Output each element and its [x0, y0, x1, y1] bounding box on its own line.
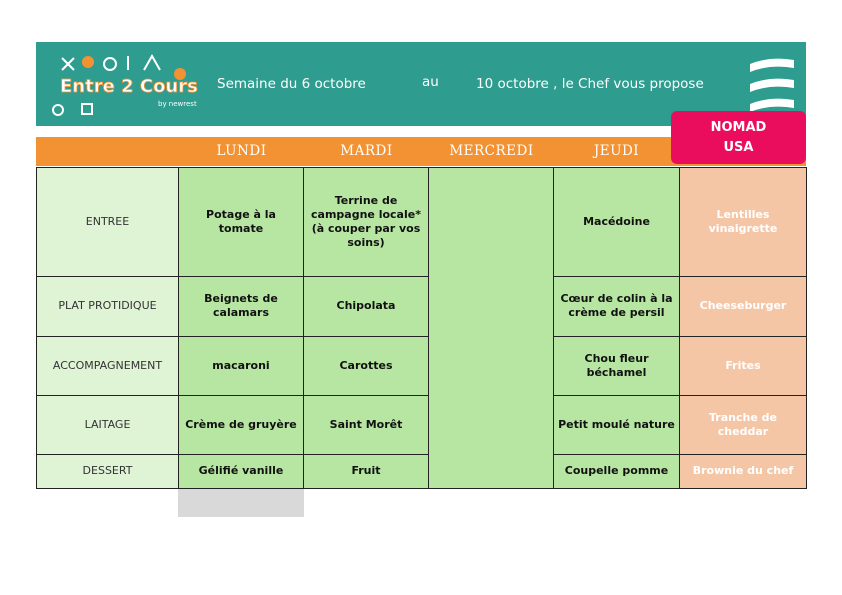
menu-cell: Gélifié vanille — [179, 454, 304, 488]
menu-cell: Saint Morêt — [304, 395, 429, 454]
row-label: PLAT PROTIDIQUE — [37, 277, 179, 336]
menu-cell: Crème de gruyère — [179, 395, 304, 454]
menu-cell: Fruit — [304, 454, 429, 488]
row-label: ACCOMPAGNEMENT — [37, 336, 179, 395]
menu-cell: Macédoine — [554, 168, 680, 277]
week-end-text: 10 octobre , le Chef vous propose — [476, 76, 704, 92]
day-tuesday: MARDI — [340, 143, 393, 159]
table-row — [37, 168, 807, 277]
menu-cell: Cœur de colin à la crème de persil — [554, 277, 680, 336]
day-thursday: JEUDI — [593, 143, 640, 159]
table-row — [37, 395, 807, 454]
nomad-badge-line2: USA — [723, 140, 754, 155]
menu-cell: Carottes — [304, 336, 429, 395]
menu-cell: Coupelle pomme — [554, 454, 680, 488]
menu-cell: Terrine de campagne locale* (à couper par vos soins) — [304, 168, 429, 277]
decorative-stripes-icon — [744, 56, 796, 118]
menu-cell: Petit moulé nature — [554, 395, 680, 454]
row-label: ENTREE — [37, 168, 179, 277]
menu-cell: Lentilles vinaigrette — [680, 168, 807, 277]
grey-placeholder-block — [178, 489, 304, 517]
wednesday-empty-column — [429, 168, 554, 489]
table-row — [37, 277, 807, 336]
svg-text:Entre 2 Cours: Entre 2 Cours — [60, 76, 198, 97]
menu-cell: Potage à la tomate — [179, 168, 304, 277]
menu-cell: Cheeseburger — [680, 277, 807, 336]
row-label: DESSERT — [37, 454, 179, 488]
day-wednesday: MERCREDI — [449, 143, 534, 159]
menu-cell: macaroni — [179, 336, 304, 395]
nomad-badge-line1: NOMAD — [710, 120, 767, 135]
menu-cell: Beignets de calamars — [179, 277, 304, 336]
nomad-usa-badge — [671, 111, 806, 164]
menu-cell: Chou fleur béchamel — [554, 336, 680, 395]
table-row — [37, 336, 807, 395]
table-row — [37, 454, 807, 488]
menu-cell: Chipolata — [304, 277, 429, 336]
entre-2-cours-logo — [48, 50, 218, 118]
day-monday: LUNDI — [216, 143, 267, 159]
menu-cell: Tranche de cheddar — [680, 395, 807, 454]
row-label: LAITAGE — [37, 395, 179, 454]
week-connector-text: au — [422, 74, 439, 90]
week-start-text: Semaine du 6 octobre — [217, 76, 366, 92]
menu-cell: Frites — [680, 336, 807, 395]
svg-text:by newrest: by newrest — [158, 100, 197, 108]
weekly-menu-table — [36, 167, 807, 489]
menu-cell: Brownie du chef — [680, 454, 807, 488]
